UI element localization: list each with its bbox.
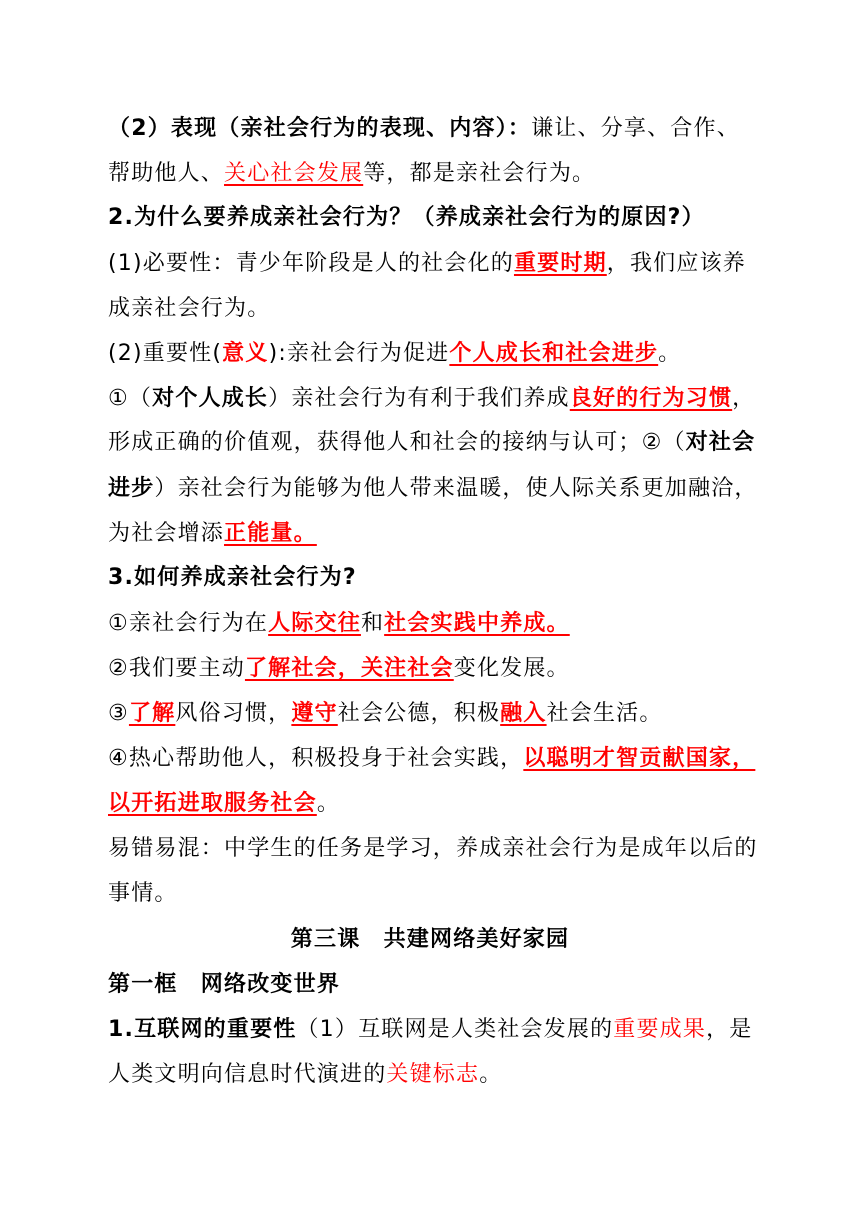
- bold-text: 3.如何养成亲社会行为?: [108, 565, 357, 590]
- text-segment: ③: [108, 701, 129, 726]
- text-segment: 。: [658, 341, 682, 366]
- section-heading: [108, 563, 357, 593]
- text-segment: ①（: [108, 386, 153, 411]
- text-segment: 形成正确的价值观，获得他人和社会的接纳与认可；②（: [108, 430, 686, 455]
- highlighted-key-phrase: 以开拓进取服务社会: [108, 791, 317, 816]
- text-segment: (1)必要性：青少年阶段是人的社会化的: [108, 251, 514, 276]
- text-segment: 帮助他人、: [108, 161, 225, 186]
- text-segment: 人类文明向信息时代演进的: [108, 1062, 387, 1087]
- text-line: [108, 294, 270, 324]
- highlighted-key-phrase: 人际交往: [268, 611, 361, 636]
- text-line: [108, 744, 755, 774]
- frame-title: [108, 970, 340, 1000]
- highlighted-key-phrase: 关键标志: [386, 1062, 480, 1087]
- text-line: [108, 428, 755, 458]
- text-line: [108, 384, 755, 414]
- text-segment: 社会公德，积极: [337, 701, 501, 726]
- highlighted-key-phrase: 了解社会，关注社会: [244, 656, 454, 681]
- highlighted-key-phrase: 个人成长和社会进步: [449, 341, 659, 366]
- highlighted-key-phrase: 融入: [500, 701, 547, 726]
- text-segment: ）亲社会行为能够为他人带来温暖，使人际关系更加融洽，: [154, 476, 758, 501]
- text-segment: 等，都是亲社会行为。: [363, 161, 596, 186]
- text-segment: 为社会增添: [108, 521, 225, 546]
- bold-text: 进步: [108, 476, 155, 501]
- text-segment: 变化发展。: [453, 656, 570, 681]
- bold-text: 2.为什么要养成亲社会行为？（养成亲社会行为的原因?）: [108, 205, 705, 230]
- lesson-title: [0, 925, 860, 955]
- highlighted-key-phrase: 重要成果: [613, 1017, 707, 1042]
- bold-text: 第一框 网络改变世界: [108, 972, 341, 997]
- bold-text: 1.互联网的重要性: [108, 1017, 297, 1042]
- text-line: [108, 834, 758, 864]
- text-segment: ):亲社会行为促进: [268, 341, 450, 366]
- bold-text: 第三课 共建网络美好家园: [290, 927, 570, 952]
- highlighted-key-phrase: 以聪明才智贡献国家，: [523, 746, 756, 771]
- text-segment: ，我们应该养: [606, 251, 746, 276]
- highlighted-key-phrase: 重要时期: [513, 251, 607, 276]
- highlighted-key-phrase: 了解: [128, 701, 176, 726]
- text-segment: 风俗习惯，: [175, 701, 292, 726]
- text-line: [108, 339, 681, 369]
- text-segment: 社会生活。: [546, 701, 663, 726]
- text-segment: 事情。: [108, 881, 178, 906]
- text-line: [108, 519, 317, 549]
- text-segment: 。: [316, 791, 341, 816]
- text-segment: ，是: [706, 1017, 753, 1042]
- text-line: [108, 699, 663, 729]
- text-segment: ④热心帮助他人，积极投身于社会实践，: [108, 746, 524, 771]
- text-segment: ②我们要主动: [108, 656, 245, 681]
- text-segment: 谦让、分享、合作、: [531, 116, 740, 141]
- text-segment: 成亲社会行为。: [108, 296, 271, 321]
- text-segment: 。: [479, 1062, 503, 1087]
- text-segment: ①亲社会行为在: [108, 611, 269, 636]
- bold-text: （2）表现（亲社会行为的表现、内容）：: [108, 116, 532, 141]
- text-segment: （1）互联网是人类社会发展的: [296, 1017, 614, 1042]
- text-line: [108, 114, 740, 144]
- text-segment: 和: [360, 611, 385, 636]
- text-line: [108, 159, 595, 189]
- text-line: [108, 1015, 753, 1045]
- text-line: [108, 654, 570, 684]
- text-line: [108, 609, 570, 639]
- text-segment: 易错易混：中学生的任务是学习，养成亲社会行为是成年以后的: [108, 836, 758, 861]
- highlighted-key-phrase: 正能量。: [224, 521, 317, 546]
- bold-text: 对社会: [685, 430, 756, 455]
- bold-text: 对个人成长: [152, 386, 269, 411]
- text-line: [108, 249, 746, 279]
- text-segment: ）亲社会行为有利于我们养成: [268, 386, 570, 411]
- highlighted-key-phrase: 意义: [222, 341, 269, 366]
- text-line: [108, 879, 178, 909]
- text-line: [108, 789, 340, 819]
- text-segment: (2)重要性(: [108, 341, 223, 366]
- highlighted-key-phrase: 关心社会发展: [224, 161, 364, 186]
- text-line: [108, 1060, 502, 1090]
- text-line: [108, 474, 758, 504]
- highlighted-key-phrase: 良好的行为习惯: [569, 386, 733, 411]
- section-heading: [108, 203, 705, 233]
- highlighted-key-phrase: 遵守: [291, 701, 338, 726]
- text-segment: ，: [732, 386, 756, 411]
- highlighted-key-phrase: 社会实践中养成。: [384, 611, 570, 636]
